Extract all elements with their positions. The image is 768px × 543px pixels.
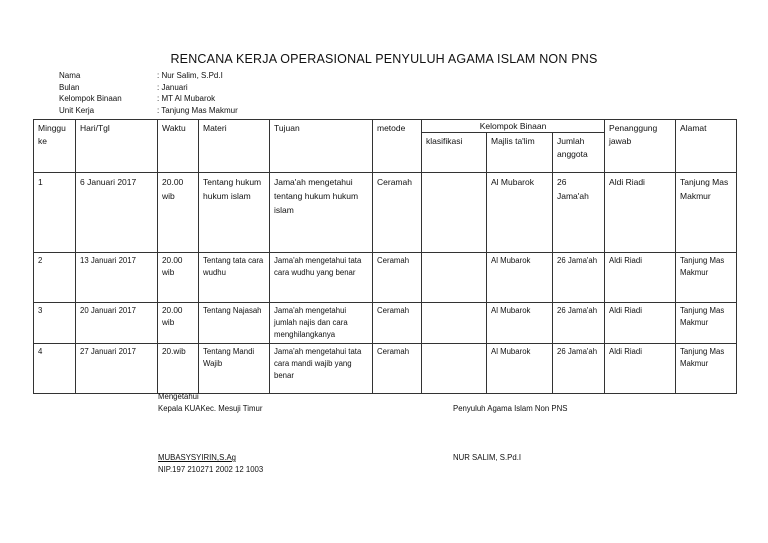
cell-alamat: Tanjung Mas Makmur bbox=[676, 303, 737, 344]
cell-minggu: 3 bbox=[34, 303, 76, 344]
cell-penanggung: Aldi Riadi bbox=[605, 303, 676, 344]
info-row-bulan bbox=[59, 82, 238, 94]
cell-minggu: 4 bbox=[34, 344, 76, 394]
cell-waktu: 20.wib bbox=[158, 344, 199, 394]
cell-klasifikasi bbox=[422, 344, 487, 394]
header-alamat: Alamat bbox=[676, 120, 737, 173]
cell-waktu: 20.00 wib bbox=[158, 253, 199, 303]
cell-metode: Ceramah bbox=[373, 253, 422, 303]
header-penanggung: Penanggung jawab bbox=[605, 120, 676, 173]
cell-waktu: 20.00 wib bbox=[158, 303, 199, 344]
cell-jumlah: 26 Jama'ah bbox=[553, 344, 605, 394]
cell-materi: Tentang hukum hukum islam bbox=[199, 173, 270, 253]
info-label: Unit Kerja bbox=[59, 105, 95, 115]
cell-hari: 13 Januari 2017 bbox=[76, 253, 158, 303]
cell-hari: 6 Januari 2017 bbox=[76, 173, 158, 253]
cell-majlis: Al Mubarok bbox=[487, 253, 553, 303]
mengetahui-label: Mengetahui bbox=[158, 392, 199, 401]
table-row bbox=[34, 303, 737, 344]
cell-klasifikasi bbox=[422, 303, 487, 344]
cell-metode: Ceramah bbox=[373, 344, 422, 394]
info-value: : Januari bbox=[157, 82, 188, 92]
cell-tujuan: Jama'ah mengetahui tata cara wudhu yang benar bbox=[270, 253, 373, 303]
cell-hari: 27 Januari 2017 bbox=[76, 344, 158, 394]
cell-minggu: 1 bbox=[34, 173, 76, 253]
table-row bbox=[34, 253, 737, 303]
info-label: Nama bbox=[59, 71, 81, 80]
cell-materi: Tentang tata cara wudhu bbox=[199, 253, 270, 303]
cell-penanggung: Aldi Riadi bbox=[605, 253, 676, 303]
cell-klasifikasi bbox=[422, 253, 487, 303]
info-label: Kelompok Binaan bbox=[59, 94, 122, 103]
cell-alamat: Tanjung Mas Makmur bbox=[676, 173, 737, 253]
table-row bbox=[34, 173, 737, 253]
header-minggu: Minggu ke bbox=[34, 120, 76, 173]
header-hari: Hari/Tgl bbox=[76, 120, 158, 173]
document-title: RENCANA KERJA OPERASIONAL PENYULUH AGAMA ISLAM NON PNS bbox=[170, 52, 598, 66]
header-waktu: Waktu bbox=[158, 120, 199, 173]
kepala-nip: NIP.197 210271 2002 12 1003 bbox=[158, 465, 264, 474]
cell-klasifikasi bbox=[422, 173, 487, 253]
info-value: : MT Al Mubarok bbox=[157, 94, 216, 103]
kepala-kua-label: Kepala KUAKec. Mesuji Timur bbox=[158, 404, 263, 413]
info-value: : Tanjung Mas Makmur bbox=[157, 105, 238, 115]
cell-majlis: Al Mubarok bbox=[487, 303, 553, 344]
cell-waktu: 20.00 wib bbox=[158, 173, 199, 253]
cell-minggu: 2 bbox=[34, 253, 76, 303]
info-label: Bulan bbox=[59, 82, 80, 92]
header-tujuan: Tujuan bbox=[270, 120, 373, 173]
header-kelompok-binaan: Kelompok Binaan bbox=[422, 120, 605, 133]
info-block bbox=[59, 70, 238, 116]
header-materi: Materi bbox=[199, 120, 270, 173]
header-metode: metode bbox=[373, 120, 422, 173]
cell-majlis: Al Mubarok bbox=[487, 344, 553, 394]
cell-jumlah: 26 Jama'ah bbox=[553, 253, 605, 303]
info-row-unit bbox=[59, 105, 238, 117]
penyuluh-label: Penyuluh Agama Islam Non PNS bbox=[453, 404, 568, 413]
cell-majlis: Al Mubarok bbox=[487, 173, 553, 253]
kepala-name: MUBASYSYIRIN,S.Ag bbox=[158, 453, 236, 462]
header-row-top bbox=[34, 120, 737, 133]
table-row bbox=[34, 344, 737, 394]
cell-tujuan: Jama'ah mengetahui tata cara mandi wajib yang benar bbox=[270, 344, 373, 394]
header-klasifikasi: klasifikasi bbox=[422, 133, 487, 173]
cell-penanggung: Aldi Riadi bbox=[605, 344, 676, 394]
header-jumlah: Jumlah anggota bbox=[553, 133, 605, 173]
work-plan-table bbox=[33, 119, 737, 394]
cell-tujuan: Jama'ah mengetahui tentang hukum hukum islam bbox=[270, 173, 373, 253]
header-majlis: Majlis ta'lim bbox=[487, 133, 553, 173]
cell-materi: Tentang Mandi Wajib bbox=[199, 344, 270, 394]
info-row-nama bbox=[59, 70, 238, 82]
cell-alamat: Tanjung Mas Makmur bbox=[676, 253, 737, 303]
cell-materi: Tentang Najasah bbox=[199, 303, 270, 344]
cell-tujuan: Jama'ah mengetahui jumlah najis dan cara menghilangkanya bbox=[270, 303, 373, 344]
info-value: : Nur Salim, S.Pd.I bbox=[157, 71, 223, 80]
cell-metode: Ceramah bbox=[373, 303, 422, 344]
cell-penanggung: Aldi Riadi bbox=[605, 173, 676, 253]
cell-alamat: Tanjung Mas Makmur bbox=[676, 344, 737, 394]
penyuluh-name: NUR SALIM, S.Pd.I bbox=[453, 453, 522, 462]
cell-jumlah: 26 Jama'ah bbox=[553, 303, 605, 344]
info-row-kelompok bbox=[59, 93, 238, 105]
cell-jumlah: 26 Jama'ah bbox=[553, 173, 605, 253]
cell-metode: Ceramah bbox=[373, 173, 422, 253]
cell-hari: 20 Januari 2017 bbox=[76, 303, 158, 344]
